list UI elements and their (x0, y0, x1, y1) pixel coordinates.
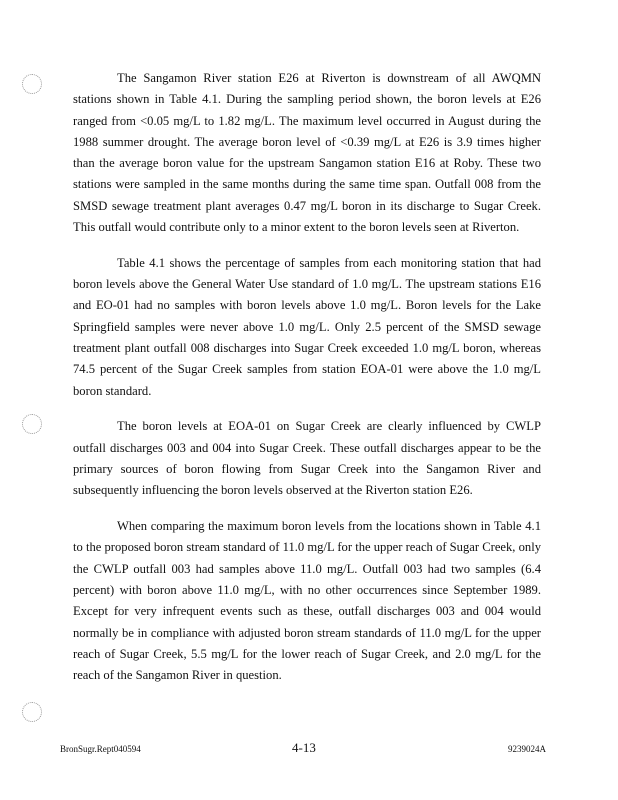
footer-document-id: 9239024A (508, 744, 546, 754)
paragraph: Table 4.1 shows the percentage of samples from each monitoring station that had boron levels above the General Water Use standard of 1.0 mg/L. The upstream stations E16 and EO-01 had no samples with boron levels above 1.0 mg/L. Boron levels for the Lake Springfield samples were never above 1.0 mg/L. Only 2.5 percent of the SMSD sewage treatment plant outfall 008 discharges into Sugar Creek exceeded 1.0 mg/L boron, whereas 74.5 percent of the Sugar Creek samples from station EOA-01 were above the 1.0 mg/L boron standard. (73, 255, 541, 398)
hole-punch-mark (22, 74, 42, 94)
paragraph: The boron levels at EOA-01 on Sugar Creek are clearly influenced by CWLP outfall discharges 003 and 004 into Sugar Creek. These outfall discharges appear to be the primary sources of boron flowing from Sugar Creek into the Sangamon River and subsequently influencing the boron levels observed at the Riverton station E26. (73, 419, 541, 498)
footer-file-name: BronSugr.Rept040594 (60, 744, 141, 754)
hole-punch-mark (22, 414, 42, 434)
paragraph: When comparing the maximum boron levels from the locations shown in Table 4.1 to the proposed boron stream standard of 11.0 mg/L for the upper reach of Sugar Creek, only the CWLP outfall 003 had samples above 11.0 mg/L. Outfall 003 had two samples (6.4 percent) with boron above 11.0 mg/L, with no other occurrences since September 1989. Except for very infrequent events such as these, outfall discharges 003 and 004 would normally be in compliance with adjusted boron stream standards of 11.0 mg/L for the upper reach of Sugar Creek, 5.5 mg/L for the lower reach of Sugar Creek, and 2.0 mg/L for the reach of the Sangamon River in question. (73, 519, 541, 683)
hole-punch-mark (22, 702, 42, 722)
document-body (73, 68, 541, 701)
paragraph: The Sangamon River station E26 at Riverton is downstream of all AWQMN stations shown in Table 4.1. During the sampling period shown, the boron levels at E26 ranged from <0.05 mg/L to 1.82 mg/L. The maximum level occurred in August during the 1988 summer drought. The average boron level of <0.39 mg/L at E26 is 3.9 times higher than the average boron value for the upstream Sangamon station E16 at Roby. These two stations were sampled in the same months during the same time span. Outfall 008 from the SMSD sewage treatment plant averages 0.47 mg/L boron in its discharge to Sugar Creek. This outfall would contribute only to a minor extent to the boron levels seen at Riverton. (73, 71, 541, 235)
page-number: 4-13 (292, 740, 316, 755)
